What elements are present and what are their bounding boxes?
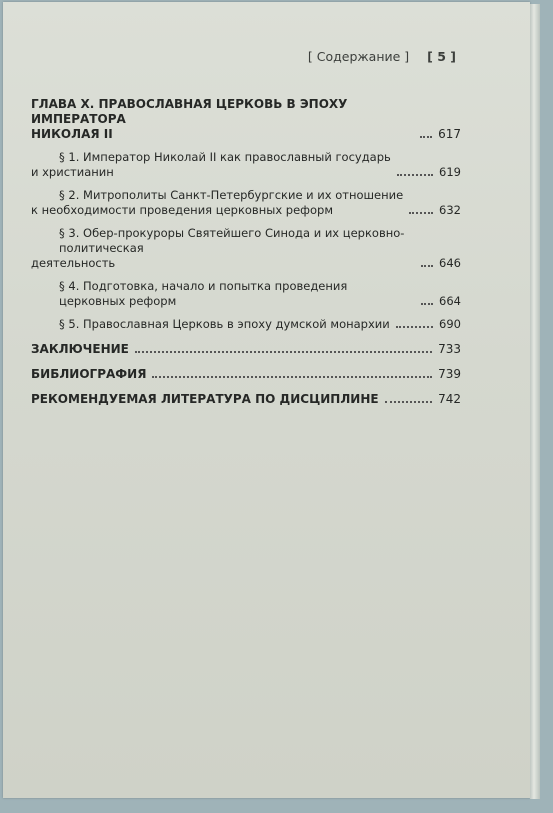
toc-bibliography-entry[interactable]: [31, 367, 461, 382]
toc-section-title: [31, 188, 403, 218]
toc-page-number: 664: [439, 294, 461, 308]
toc-page-number: 739: [438, 367, 461, 381]
toc-conclusion-entry[interactable]: [31, 342, 461, 357]
running-head: [308, 49, 456, 64]
toc-page-number: 742: [438, 392, 461, 406]
toc-entry-title: РЕКОМЕНДУЕМАЯ ЛИТЕРАТУРА ПО ДИСЦИПЛИНЕ: [31, 392, 379, 406]
toc-section-title-line2: и христианин: [31, 165, 114, 179]
dot-leader: [396, 326, 433, 328]
dot-leader: [409, 212, 433, 214]
dot-leader: [397, 174, 433, 176]
toc-chapter-title: [31, 97, 414, 142]
toc-section-title: § 4. Подготовка, начало и попытка проведения церковных реформ: [59, 279, 348, 308]
toc-section-title-line1: § 1. Император Николай II как православный государь: [59, 150, 391, 164]
running-head-section: [ Содержание ]: [307, 49, 410, 64]
page-stack-edge: [530, 4, 540, 799]
dot-leader: [421, 265, 433, 267]
toc-section-entry[interactable]: [31, 150, 461, 180]
toc-section-title-line2: деятельность: [31, 256, 116, 270]
dot-leader: [152, 376, 432, 378]
dot-leader: [135, 351, 432, 353]
toc-section-entry[interactable]: [31, 226, 461, 271]
running-head-page-number: [ 5 ]: [427, 49, 456, 64]
toc-page-number: 646: [439, 256, 461, 270]
toc-chapter-title-line2: НИКОЛАЯ II: [31, 127, 113, 141]
dot-leader: [421, 303, 433, 305]
toc-section-entry[interactable]: [31, 279, 461, 309]
toc-section-title: [31, 150, 391, 180]
toc-section-title-line1: § 2. Митрополиты Санкт-Петербургские и их отношение: [59, 188, 404, 202]
toc-page-number: 619: [439, 165, 461, 179]
toc-chapter-title-line1: ГЛАВА X. ПРАВОСЛАВНАЯ ЦЕРКОВЬ В ЭПОХУ ИМПЕРАТОРА: [31, 97, 348, 126]
toc-section-title: § 5. Православная Церковь в эпоху думской монархии: [59, 317, 390, 331]
toc-page-number: 632: [439, 203, 461, 217]
toc-page-number: 690: [439, 317, 461, 331]
book-page: [3, 2, 530, 798]
toc-section-entry[interactable]: [31, 317, 461, 332]
toc-section-title: [31, 226, 415, 271]
toc-chapter-entry[interactable]: [31, 97, 461, 142]
toc-section-entry[interactable]: [31, 188, 461, 218]
toc-section-title-line1: § 3. Обер-прокуроры Святейшего Синода и их церковно-политическая: [59, 226, 405, 255]
dot-leader: [420, 136, 432, 138]
toc-entry-title: ЗАКЛЮЧЕНИЕ: [31, 342, 129, 356]
toc-section-title-line2: к необходимости проведения церковных реформ: [31, 203, 333, 217]
toc-entry-title: БИБЛИОГРАФИЯ: [31, 367, 147, 381]
dot-leader: [385, 401, 433, 403]
toc-page-number: 617: [438, 127, 461, 141]
toc-page-number: 733: [438, 342, 461, 356]
table-of-contents: [31, 97, 461, 407]
toc-recommended-literature-entry[interactable]: [31, 392, 461, 407]
